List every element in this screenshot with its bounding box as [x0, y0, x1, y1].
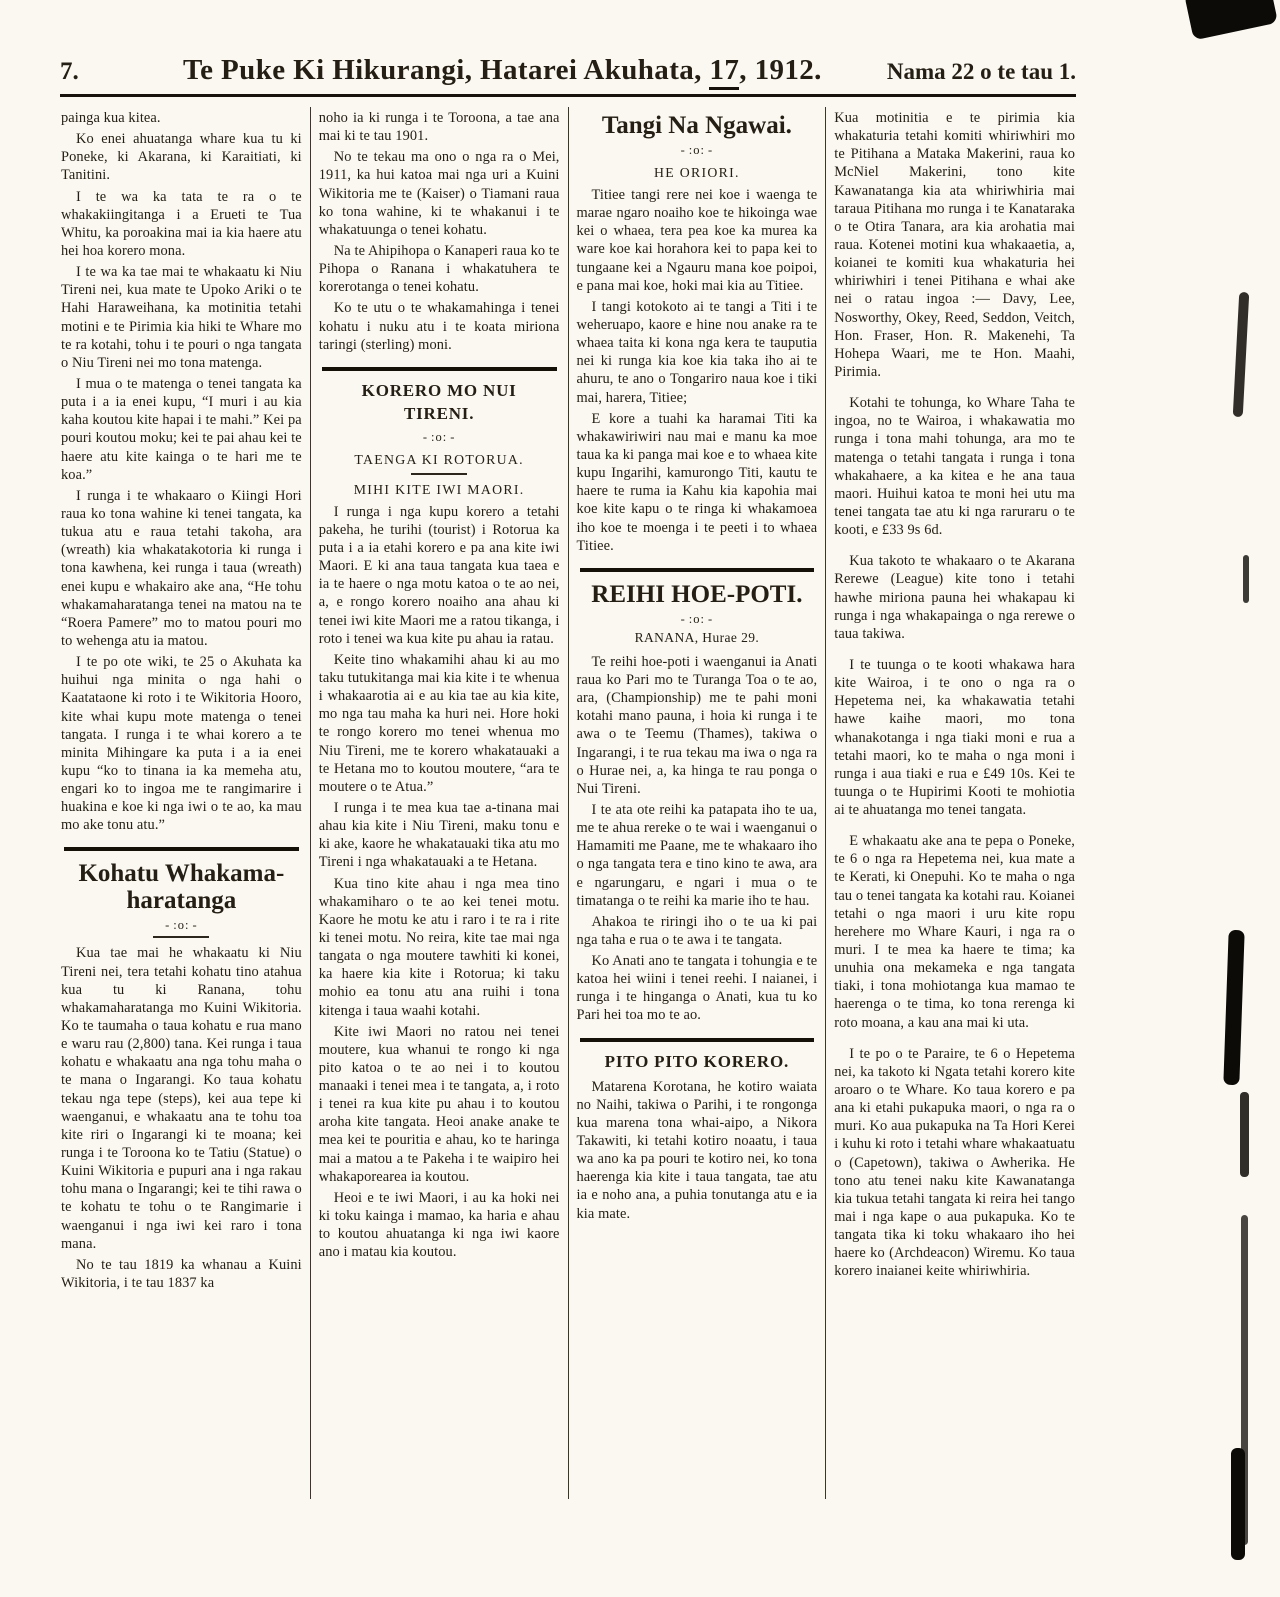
dateline: RANANA, Hurae 29.: [634, 629, 760, 645]
article-paragraph: Matarena Korotana, he kotiro waiata no Naihi, takiwa o Parihi, i te rongonga kua marena tona whai-aipo, a Nikora Takawiti, ki tetahi kotiro noaatu, i taua wa ano ka pa pouri te kotiro nei, ko tona haerenga kia kite i taua tangata, tae atu ia e noho ana, a puhia tonutanga atu e ia kia mate.: [576, 1078, 818, 1222]
article-paragraph: No te tau 1819 ka whanau a Kuini Wikitoria, i te tau 1837 ka: [61, 1256, 302, 1292]
article-paragraph: Ko Anati ano te tangata i tohungia e te katoa hei wiini i tenei reehi. I naianei, i runga i te hinganga o Anati, kua tu ko Pari hei toa mo te ao.: [576, 953, 818, 1024]
article-paragraph: Ko enei ahuatanga whare kua tu ki Poneke, ki Akarana, ki Karaitiati, ki Tanitini.: [61, 131, 302, 184]
scan-artifact: [1243, 555, 1249, 603]
article-paragraph: Titiee tangi rere nei koe i waenga te marae ngaro noaiho koe te hikoinga wae kei o whaea, tera pea koe ka murea ka ware koe kai horahora kei to papa kei to tungaane kei a Ngauru mana koe poipoi, e pana mai koe, hoki mai kia au Titiee.: [576, 187, 818, 294]
section-separator: - :o: -: [577, 143, 818, 158]
section-separator: - :o: -: [577, 612, 818, 627]
article-paragraph: Ahakoa te riringi iho o te ua ki pai nga taha e rua o te awa i te tangata.: [576, 913, 818, 948]
masthead-title-year: , 1912.: [739, 54, 822, 86]
masthead-title-text: Te Puke Ki Hikurangi, Hatarei Akuhata,: [183, 54, 710, 86]
section-heading: PITO PITO KORERO.: [604, 1051, 790, 1071]
article-paragraph-continued: painga kua kitea.: [61, 110, 161, 126]
article-paragraph-continued: Kua motinitia e te pirimia kia whakaturia tetahi komiti whiriwhiri mo te Pitihana a Mataka Makerini, raua ko McNiel Makerini, tono kite Kawanatanga kia ata whiriwhiria mai taraua Pitihana mo runga i te Kanataraka o te Otira Tanara, ara kia arohatia mai raua. Kotenei motini kua whakaaetia, a, koianei te komiti kua whakaturia hei whiriwhiri i tenei Pitihana e whai ake nei o ratau ingoa :— Davy, Lee, Nosworthy, Okey, Reed, Seddon, Veitch, Hon. Fraser, Hon. R. Makenehi, Ta Hohepa Waari, me te Hon. Maahi, Pirimia.: [834, 110, 1075, 380]
article-subheading: HE ORIORI.: [653, 165, 740, 180]
section-rule-thin: [153, 936, 209, 938]
masthead-rule: [60, 94, 1076, 97]
article-paragraph: I te ata ote reihi ka patapata iho te ua, me te ahua rereke o te wai i waenganui o Hamamiti me Paane, me te whakaaro iho o nga tangata tera e tino kino te awa, ara e ngarungaru, e ngari i mua o te timatanga o te reihi ka marie iho te hau.: [576, 801, 818, 909]
scan-artifact: [1223, 930, 1244, 1085]
article-title: REIHI HOE-POTI.: [591, 580, 803, 608]
article-paragraph: Na te Ahipihopa o Kanaperi raua ko te Pihopa o Ranana i whakatuhera te korerotanga o tenei kohatu.: [318, 242, 560, 296]
article-title: Tangi Na Ngawai.: [601, 112, 792, 139]
article-paragraph: Kua takoto te whakaaro o te Akarana Rerewe (League) kite tono i tetahi hawhe miriona pauna hei whakapau ki runga i nga whakapainga o nga rerewe o taua takiwa.: [834, 553, 1075, 642]
article-subheading: MIHI KITE IWI MAORI.: [353, 481, 525, 497]
article-paragraph: Kotahi te tohunga, ko Whare Taha te ingoa, no te Wairoa, i whakawatia mo runga i tona mahi tohunga, ara mo te matenga o tetahi tangata i runga i tona whakahaere, a ka kitea e he ana taua maori. Huihui katoa te moni hei utu ma tenei tangata tae atu ki nga raruraru o te kooti, e £33 9s 6d.: [834, 395, 1075, 539]
article-paragraph: Kua tino kite ahau i nga mea tino whakamiharo o te ao kei tenei motu. Kaore he motu ke atu i raro i te ra i rite ki tenei motu. No reira, kite tae mai nga tangata o nga moutere tawhiti ki konei, ka haere kia kite i Rotorua; ki taku mohio ea tonu atu ana ruihi i tona kitenga i taua waahi kotahi.: [318, 875, 560, 1019]
newspaper-column-1: [60, 107, 310, 1499]
scan-artifact: [1240, 1092, 1249, 1177]
section-separator: - :o: -: [319, 430, 560, 445]
section-separator: - :o: -: [61, 918, 302, 933]
scan-artifact: [1184, 0, 1278, 40]
article-paragraph: Kite iwi Maori no ratou nei tenei moutere, kua whanui te rongo ki nga pito katoa o te ao nei i to koutou manaaki i tenei mea i te tangata, a, i roto i tenei ra kua kite pu ahau i to koutou aroha kite tangata. Heoi anake anake te mea kei te pouritia e ahau, ko te haringa mai a matou a te Pakeha i te waipiro hei whakaporearea ia koutou.: [318, 1023, 560, 1185]
scan-artifact: [1233, 292, 1250, 417]
article-paragraph: I te wa ka tata te ra o te whakakiingitanga i a Erueti te Tua Whitu, ka poroakina mai ia kia haere atu hei hoa korero mona.: [61, 188, 302, 259]
section-rule-heavy: [64, 847, 299, 851]
masthead: [60, 54, 1076, 87]
newspaper-column-2: [311, 107, 568, 1499]
article-paragraph: I te po ote wiki, te 25 o Akuhata ka huihui nga minita o nga hahi o Kaatataone ki roto i te Wikitoria Hooro, kite whai kupu mote matenga o tenei tangata. I runga i te whai korero a te minita Mihingare ka puta i a ia enei kupu “ko to tinana ia ka memeha atu, engari ko to ingoa me te rangimarire i huakina e koe ki nga iwi o te ao, ka mau mo ake tonu atu.”: [61, 654, 302, 834]
section-rule-heavy: [322, 367, 557, 371]
article-paragraph: I runga i te mea kua tae a-tinana mai ahau kia kite i Niu Tireni, maku tonu e ki ake, kaore he whakatauaki tika atu mo Tireni i nga whakatauaki a te Hetana.: [318, 799, 560, 871]
section-rule-heavy: [580, 568, 815, 572]
article-paragraph: I te wa ka tae mai te whakaatu ki Niu Tireni nei, kua mate te Upoko Ariki o te Hahi Haraweihana, ka motinitia tetahi motini e te Pirimia kia hiki te Whare mo te ra kotahi, tohu i te pouri o nga tangata o Niu Tireni nei mo tona matenga.: [61, 264, 302, 371]
section-rule-heavy: [580, 1038, 815, 1042]
section-heading: KORERO MO NUI TIRENI.: [361, 380, 517, 423]
article-paragraph: I tangi kotokoto ai te tangi a Titi i te weheruapo, kaore e hine nou anake ra te whaea taita ki kona nga kera te tauputia nei ki runga kia koe kia taka iho ai te ahuru, te ano o Tongariro naua koe i tiki mai, harera, Titiee;: [576, 298, 818, 406]
article-paragraph: I te po o te Paraire, te 6 o Hepetema nei, ka takoto ki Ngata tetahi korero kite aroaro o te Whare. Ko taua korero e pa ana ki etahi pukapuka maori, o nga ra o muri. Ko aua pukapuka na Ta Hori Kerei i kuhu ki roto i tetahi whare whakaatuatu o (Capetown), takiwa o Awherika. He tono atu tenei naku kite Kawanatanga kia tukua tetahi tangata ki reira hei tango mai i nga kape o aua pukapuka. Ko te tangata tika ki toku whakaaro iho hei haere ko (Archdeacon) Wiremu. Ko taua korero inaianei keite whiriwhiria.: [834, 1045, 1075, 1280]
article-paragraph: Te reihi hoe-poti i waenganui ia Anati raua ko Pari mo te Turanga Toa o te ao, ara, (Championship) me te pahi moni kotahi mano pauna, i hoia ki runga i te awa o te Teemu (Thames), takiwa o Ingarangi, i te rua tekau ma iwa o nga ra o Hurae nei, a, ka hinga te rau ponga o Nui Tireni.: [576, 653, 818, 797]
article-paragraph: I mua o te matenga o tenei tangata ka puta i a ia enei kupu, “I muri i au kia kaha koutou kite hapai i te mahi.” Kei pa pouri koutou moku; kei te pai ahau kei te haere atu kite kainga o te hari me te koa.”: [61, 375, 302, 483]
article-paragraph: E whakaatu ake ana te pepa o Poneke, te 6 o nga ra Hepetema nei, kua mate a te Kerati, ki Onepuhi. Ko te maha o nga tau o tenei tangata ka kotahi rau. Koianei tetahi o nga maori i uru kite ropu herehere mo Whare Kauri, i nga ra o muri. I te mea ka haere te tima; ka unuhia ona mekameka e nga tangata tiaki, i tona mohiotanga kua mamao te haerenga o te tima, ko tona rerenga ki roto moana, a kau ana mai ki uta.: [834, 833, 1076, 1031]
section-rule-thin: [411, 473, 467, 475]
newspaper-column-3: [569, 107, 826, 1499]
article-paragraph: I runga i nga kupu korero a tetahi pakeha, he turihi (tourist) i Rotorua ka puta i a ia etahi korero e pa ana kite iwi Maori. E ki ana taua tangata kua taea e ia te haere o nga motu katoa o te ao nei, a, e rongo korero noaiho ana ahau ki tenei iwi kite Maori me a ratou tikanga, i roto i tenei wa kua kite pu ahau ia ratau.: [318, 503, 560, 647]
printed-area: [60, 54, 1076, 1499]
article-columns: [60, 107, 1076, 1499]
page-number: 7.: [60, 58, 79, 85]
article-paragraph: Kua tae mai he whakaatu ki Niu Tireni nei, tera tetahi kohatu tino atahua kua tu ki Ranana, tohu whakamaharatanga mo Kuini Wikitoria. Ko te taumaha o taua kohatu e rua mano e waru rau (2,800) tana. Kei runga i taua kohatu e whakaatu ana nga tohu maha o te mana o Ingarangi. Ko taua kohatu tekau nga tepe (steps), kei aua tepe ki waenganui, e whakaatu ana te tohu toa kite riri o Ingarangi ki te moana; kei runga i te Toroona ko te Tatiu (Statue) o Kuini Wikitoria e pupuri ana i nga rakau tohu mana o Ingarangi; kei te tihi rawa o te kohatu te tohu o te Rangimarie i waenganui i nga iwi kei raro i tona mana.: [61, 945, 302, 1252]
masthead-title: [124, 54, 881, 87]
article-title: Kohatu Whakama-haratanga: [78, 860, 285, 915]
article-subheading: TAENGA KI ROTORUA.: [354, 451, 524, 467]
article-paragraph: Keite tino whakamihi ahau ki au mo taku tutukitanga mai kia kite i te whenua i whakaarotia ai e au kia tae au kia kite, mo nga tau maha ka huri nei. Hore hoki te rongo korero mo tenei whenua mo Niu Tireni, me te korero whakatauaki a te Hetana mo to koutou moutere, “ara te moutere o te Atua.”: [318, 651, 560, 795]
article-paragraph: Ko te utu o te whakamahinga i tenei kohatu i nuku atu i te koata miriona taringi (sterling) moni.: [318, 300, 560, 353]
article-paragraph: No te tekau ma ono o nga ra o Mei, 1911, ka hui katoa mai nga uri a Kuini Wikitoria me te (Kaiser) o Tiamani raua ko tona wahine, ki te whakanui i te whakatuunga o tenei kohatu.: [318, 149, 560, 238]
scan-artifact: [1231, 1448, 1245, 1560]
masthead-date-day: 17: [709, 54, 739, 90]
issue-number: Nama 22 o te tau 1.: [886, 59, 1076, 84]
newspaper-column-4: [826, 107, 1076, 1499]
article-paragraph: Heoi e te iwi Maori, i au ka hoki nei ki toku kainga i mamao, ka haria e ahau to koutou ahuatanga ki nga iwi kaore ano i matau kia koutou.: [318, 1189, 560, 1261]
article-paragraph-continued: noho ia ki runga i te Toroona, a tae ana mai ki te tau 1901.: [318, 110, 560, 145]
article-paragraph: I runga i te whakaaro o Kiingi Hori raua ko tona wahine ki tenei tangata, ka tukua atu e raua tetahi takoha, ara (wreath) kia whakatakotoria ki runga i tona kawhena, kei runga i taua (wreath) enei kupu e whakairo ake ana, “He tohu whakamaharatanga tenei na matou na te “Roera Pamere” mo to matou pouri mo to wehenga atu ia matou.: [61, 487, 302, 649]
article-paragraph: I te tuunga o te kooti whakawa hara kite Wairoa, i te ono o nga ra o Hepetema nei, ka whakawatia tetahi hawe kaihe maori, mo tona whanakotanga i nga tiaki moni e rua a tetahi maori, ko te maha o nga moni i runga i aua tiaki e rua e £49 10s. Kei te tuunga o te Hupirimi Kooti te mohiotia ai te ahuatanga mo tenei tangata.: [834, 656, 1075, 819]
article-paragraph: E kore a tuahi ka haramai Titi ka whakawiriwiri nau mai e manu ka moe taua ka ki panga mai koe e to whaea kite kupu Ingarihi, kamurongo Titi, kautu te haere te ruma ia Kahu kia kapohia mai koe kite kapu o te ringa ki whakamoea iho koe te moenga i te peeti i to whaea Titiee.: [576, 410, 818, 554]
